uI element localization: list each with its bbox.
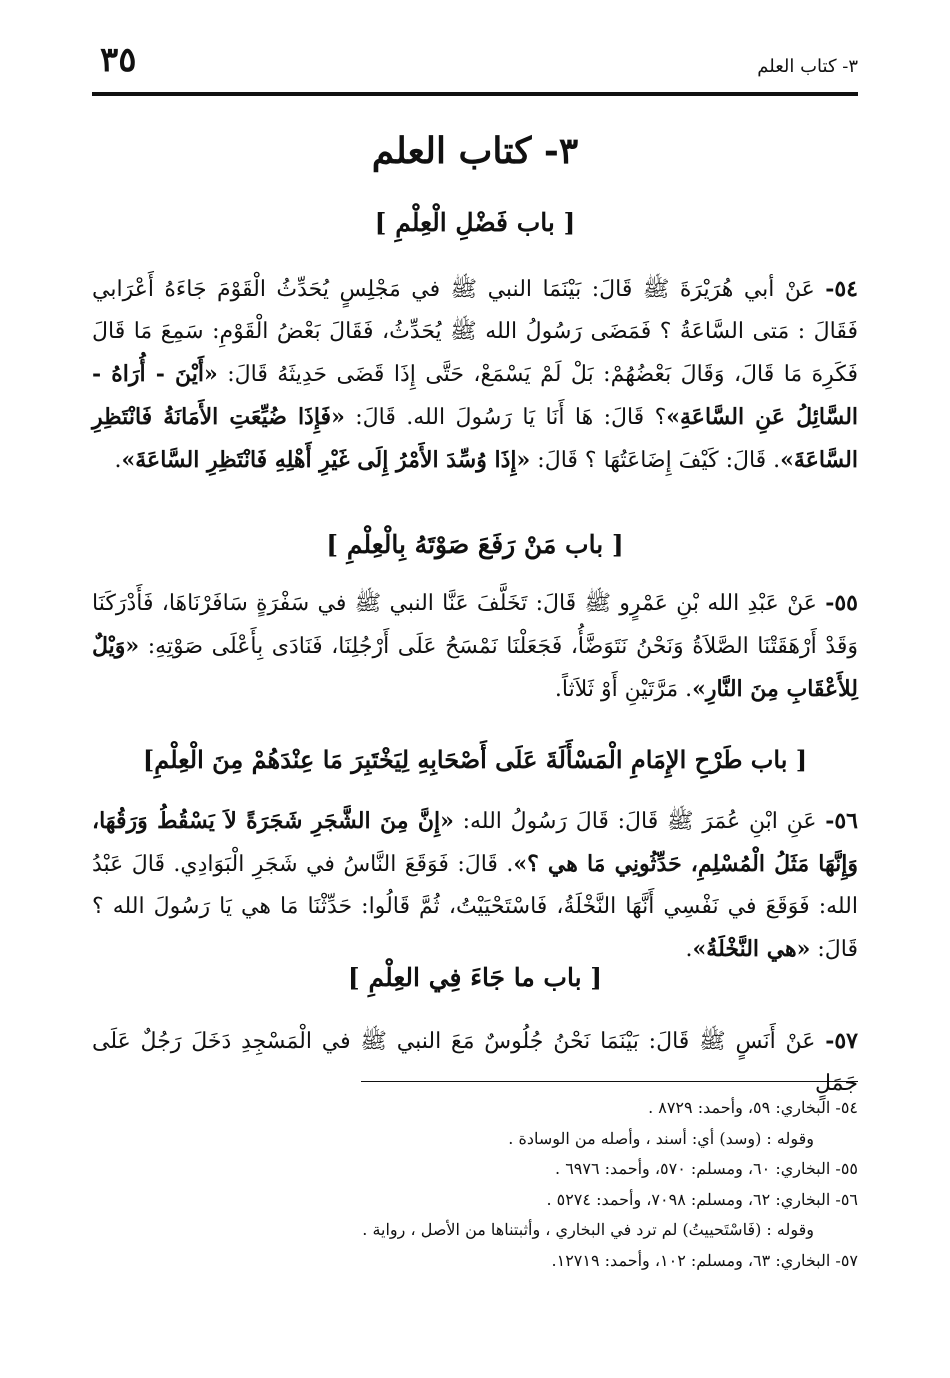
section-heading: [ باب طَرْحِ الإِمَامِ الْمَسْأَلَةَ عَلَى أَصْحَابِهِ لِيَخْتَبِرَ مَا عِنْدَهُمْ مِنَ الْعِلْمِ] xyxy=(142,745,808,774)
hadith-number: ٥٥- xyxy=(825,590,858,616)
footnote: ٥٥- البخاري: ٦٠، ومسلم: ٥٧٠، وأحمد: ٦٩٧٦ . xyxy=(555,1159,858,1178)
prophetic-quote: «أَيْنَ - أُرَاهُ - السَّائِلُ عَنِ السَّاعَةِ» xyxy=(92,361,859,430)
footnote: وقوله : (وسد) أي: أسند ، وأصله من الوسادة . xyxy=(508,1128,814,1148)
hadith-number: ٥٦- xyxy=(825,808,858,834)
hadith-paragraph xyxy=(92,800,858,971)
hadith-text: . قَالَ: فَوَقَعَ النَّاسُ في شَجَرِ الْبَوَادِي. قَالَ عَبْدُ الله: فَوَقَعَ في نَفْسِي أَنَّهَا النَّخْلَةُ، فَاسْتَحْيَيْتُ، ثُمَّ قَالُوا: حَدِّثْنَا مَا هي يَا رَسُولَ الله ؟ قَالَ: xyxy=(92,852,858,962)
hadith-text: عَنْ عَبْدِ الله بْنِ عَمْرٍو ﷺ قَالَ: تَخَلَّفَ عَنَّا النبي ﷺ في سَفْرَةٍ سَافَرْنَاهَا، فَأَدْرَكَنَا وَقَدْ أَرْهَقَتْنَا الصَّلاَةُ وَنَحْنُ نَتَوَضَّأُ، فَجَعَلْنَا نَمْسَحُ عَلَى أَرْجُلِنَا، فَنَادَى بِأَعْلَى صَوْتِهِ: xyxy=(92,591,858,659)
hadith-text: ؟ قَالَ: هَا أَنَا يَا رَسُولَ الله. قَالَ: xyxy=(344,405,667,430)
section-heading: [ باب فَضْلِ الْعِلْمِ ] xyxy=(374,208,576,237)
footnote: ٥٧- البخاري: ٦٣، ومسلم: ١٠٢، وأحمد: ١٢٧١٩. xyxy=(551,1250,858,1270)
hadith-text: . قَالَ: كَيْفَ إِضَاعَتُهَا ؟ قَالَ: xyxy=(530,448,781,473)
hadith-text: عَنِ ابْنِ عُمَرَ ﷺ قَالَ: قَالَ رَسُولُ الله: xyxy=(453,809,826,834)
chapter-title: ٣- كتاب العلم xyxy=(371,130,579,172)
hadith-text: عَنْ أَنَسٍ ﷺ قَالَ: بَيْنَمَا نَحْنُ جُلُوسٌ مَعَ النبي ﷺ في الْمَسْجِدِ دَخَلَ رَجُلٌ عَلَى جَمَلٍ xyxy=(92,1029,858,1096)
hadith-text: . مَرَّتَيْنِ أَوْ ثَلاَثاً. xyxy=(554,677,693,702)
footnotes xyxy=(92,1093,858,1276)
hadith-text: . xyxy=(685,937,693,962)
section-heading: [ باب ما جَاءَ فِي العِلْمِ ] xyxy=(347,963,603,992)
footnote: ٥٦- البخاري: ٦٢، ومسلم: ٧٠٩٨، وأحمد: ٥٢٧٤ . xyxy=(546,1189,858,1209)
prophetic-quote: «إِذَا وُسِّدَ الأَمْرُ إِلَى غَيْرِ أَهْلِهِ فَانْتَظِرِ السَّاعَةَ» xyxy=(121,447,531,473)
running-title: ٣- كتاب العلم xyxy=(757,56,858,77)
footnote: وقوله : (فَاسْتَحييتُ) لم ترد في البخاري ، وأثبتناها من الأصل ، رواية . xyxy=(362,1220,814,1239)
page-header xyxy=(92,40,858,90)
header-divider xyxy=(92,92,858,96)
footnote-divider xyxy=(361,1081,858,1082)
prophetic-quote: «وَيْلٌ لِلأَعْقَابِ مِنَ النَّارِ» xyxy=(92,633,858,702)
hadith-number: ٥٧- xyxy=(825,1028,858,1054)
hadith-number: ٥٤- xyxy=(825,276,858,302)
hadith-text: عَنْ أبي هُرَيْرَةَ ﷺ قَالَ: بَيْنَمَا النبي ﷺ في مَجْلِسٍ يُحَدِّثُ الْقَوْمَ جَاءَهُ أَعْرَابي فَقَالَ : مَتى السَّاعَةُ ؟ فَمَضَى رَسُولُ الله ﷺ يُحَدِّثُ، فَقَالَ بَعْضُ الْقَوْمِ: سَمِعَ مَا قَالَ فَكَرِهَ مَا قَالَ، وَقَالَ بَعْضُهُمْ: بَلْ لَمْ يَسْمَعْ، حَتَّى إِذَا قَضَى حَدِيثَهُ قَالَ: xyxy=(92,277,858,387)
footnote: ٥٤- البخاري: ٥٩، وأحمد: ٨٧٢٩ . xyxy=(648,1098,858,1117)
hadith-text: . xyxy=(114,448,122,473)
page-number: ٣٥ xyxy=(100,40,137,80)
prophetic-quote: «إِنَّ مِنَ الشَّجَرِ شَجَرَةً لاَ يَسْقُطُ وَرَقُهَا، وَإِنَّهَا مَثَلُ الْمُسْلِمِ، حَدِّثُونِي مَا هي ؟» xyxy=(92,808,858,877)
section-heading: [ باب مَنْ رَفَعَ صَوْتَهُ بِالْعِلْمِ ] xyxy=(326,530,624,559)
prophetic-quote: «هي النَّخْلَةُ» xyxy=(692,936,811,962)
prophetic-quote: «فَإِذَا ضُيِّعَتِ الأَمَانَةُ فَانْتَظِرِ السَّاعَةَ» xyxy=(92,404,858,473)
hadith-paragraph xyxy=(92,268,858,482)
hadith-paragraph xyxy=(92,582,858,711)
